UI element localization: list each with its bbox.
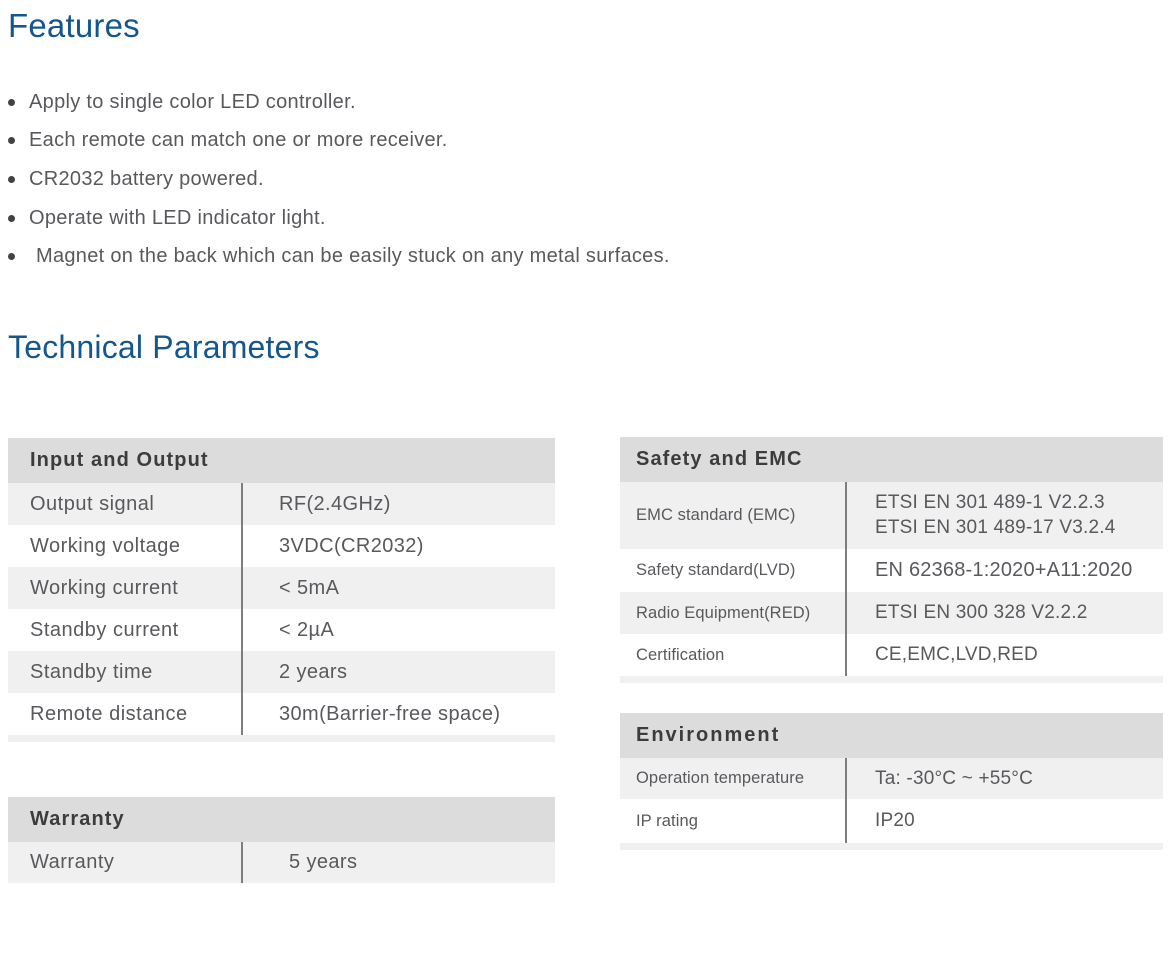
feature-text: Magnet on the back which can be easily stuck on any metal surfaces. bbox=[36, 245, 670, 268]
table-row bbox=[8, 483, 555, 525]
bullet-icon bbox=[8, 253, 15, 260]
bullet-icon bbox=[8, 215, 15, 222]
row-label: Operation temperature bbox=[620, 758, 847, 799]
table-bottom-strip bbox=[8, 735, 555, 742]
row-label: Standby time bbox=[8, 651, 243, 693]
features-title: Features bbox=[8, 7, 140, 44]
table-row bbox=[8, 693, 555, 735]
table-row bbox=[620, 592, 1163, 634]
technical-parameters-title: Technical Parameters bbox=[8, 329, 320, 365]
list-item bbox=[8, 237, 670, 276]
table-row bbox=[620, 634, 1163, 676]
value-line: ETSI EN 301 489-17 V3.2.4 bbox=[875, 516, 1116, 538]
feature-text: Apply to single color LED controller. bbox=[29, 90, 356, 113]
row-value bbox=[847, 482, 1163, 549]
row-value: IP20 bbox=[875, 810, 915, 831]
row-value: 3VDC(CR2032) bbox=[279, 534, 424, 557]
table-row bbox=[620, 758, 1163, 799]
table-safety-emc bbox=[620, 437, 1163, 683]
bullet-icon bbox=[8, 99, 15, 106]
table-row bbox=[620, 549, 1163, 592]
row-value: < 2µA bbox=[279, 618, 335, 641]
table-input-output bbox=[8, 438, 555, 742]
table-header: Environment bbox=[620, 713, 1163, 758]
row-label: Output signal bbox=[8, 483, 243, 525]
row-value: < 5mA bbox=[279, 576, 340, 599]
row-value: EN 62368-1:2020+A11:2020 bbox=[875, 559, 1133, 581]
row-label: Warranty bbox=[8, 842, 243, 883]
table-row bbox=[620, 799, 1163, 843]
row-label: Remote distance bbox=[8, 693, 243, 735]
list-item bbox=[8, 122, 670, 161]
list-item bbox=[8, 199, 670, 238]
row-value: 30m(Barrier-free space) bbox=[279, 702, 501, 725]
feature-text: Each remote can match one or more receiver. bbox=[29, 129, 448, 152]
row-value: 5 years bbox=[289, 851, 358, 873]
table-row bbox=[620, 482, 1163, 549]
table-bottom-strip bbox=[620, 676, 1163, 683]
row-label: Standby current bbox=[8, 609, 243, 651]
table-bottom-strip bbox=[620, 843, 1163, 850]
row-value: Ta: -30°C ~ +55°C bbox=[875, 767, 1034, 789]
row-value: 2 years bbox=[279, 660, 348, 683]
table-header: Safety and EMC bbox=[620, 437, 1163, 482]
row-label: Radio Equipment(RED) bbox=[620, 592, 847, 634]
features-list bbox=[8, 83, 670, 276]
table-row bbox=[8, 567, 555, 609]
row-value: ETSI EN 300 328 V2.2.2 bbox=[875, 602, 1088, 623]
row-label: IP rating bbox=[620, 799, 847, 843]
table-warranty bbox=[8, 797, 555, 883]
row-label: Certification bbox=[620, 634, 847, 676]
table-row bbox=[8, 842, 555, 883]
table-header: Input and Output bbox=[8, 438, 555, 483]
feature-text: Operate with LED indicator light. bbox=[29, 206, 326, 229]
table-row bbox=[8, 609, 555, 651]
list-item bbox=[8, 160, 670, 199]
row-label: Working current bbox=[8, 567, 243, 609]
table-header: Warranty bbox=[8, 797, 555, 842]
row-label: Safety standard(LVD) bbox=[620, 549, 847, 592]
row-label: EMC standard (EMC) bbox=[620, 482, 847, 549]
value-line: ETSI EN 301 489-1 V2.2.3 bbox=[875, 491, 1105, 513]
table-row bbox=[8, 525, 555, 567]
row-value: RF(2.4GHz) bbox=[279, 492, 391, 515]
table-environment bbox=[620, 713, 1163, 850]
feature-text: CR2032 battery powered. bbox=[29, 167, 264, 190]
bullet-icon bbox=[8, 176, 15, 183]
list-item bbox=[8, 83, 670, 122]
table-row bbox=[8, 651, 555, 693]
bullet-icon bbox=[8, 137, 15, 144]
row-value: CE,EMC,LVD,RED bbox=[875, 644, 1038, 665]
row-label: Working voltage bbox=[8, 525, 243, 567]
